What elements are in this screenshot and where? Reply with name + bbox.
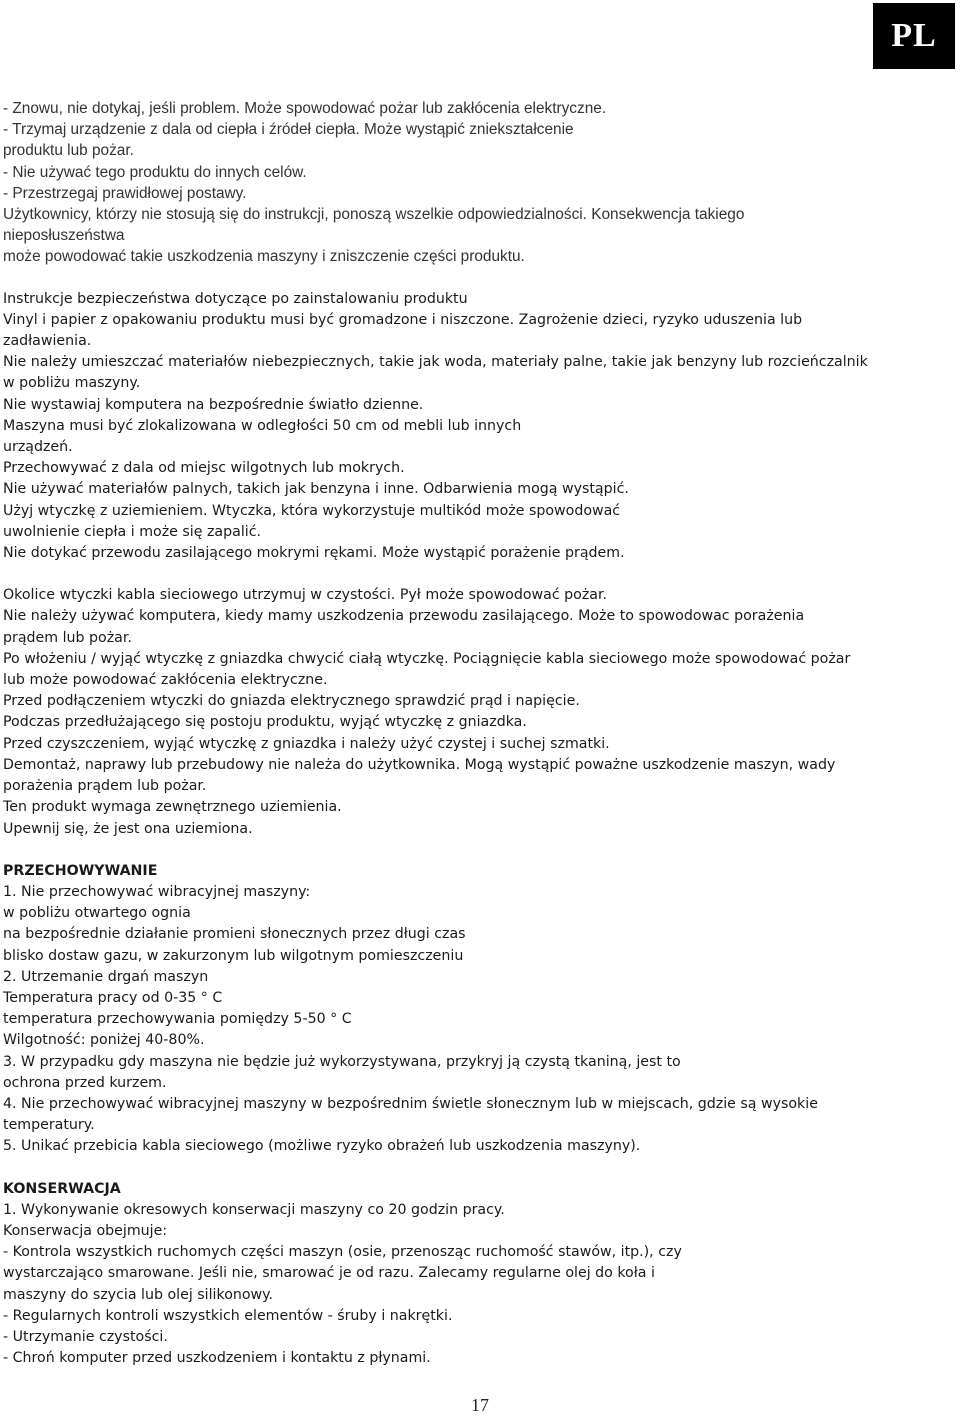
text-line: ochrona przed kurzem.: [3, 1074, 167, 1091]
power-cord-instructions: [3, 585, 958, 839]
spacer: [3, 1158, 958, 1179]
text-line: Maszyna musi być zlokalizowana w odległości 50 cm od mebli lub innych: [3, 417, 522, 434]
text-line: - Regularnych kontroli wszystkich elementów - śruby i nakrętki.: [3, 1307, 453, 1324]
intro-warnings: [3, 98, 958, 268]
text-line: prądem lub pożar.: [3, 629, 132, 646]
text-line: uwolnienie ciepła i może się zapalić.: [3, 523, 262, 540]
text-line: na bezpośrednie działanie promieni słonecznych przez długi czas: [3, 926, 466, 943]
text-line: w pobliżu maszyny.: [3, 375, 141, 392]
text-line: zadławienia.: [3, 333, 92, 350]
storage-section: [3, 861, 958, 1158]
spacer: [3, 840, 958, 861]
text-line: - Kontrola wszystkich ruchomych części maszyn (osie, przenosząc ruchomość stawów, itp.), czy: [3, 1244, 682, 1261]
maintenance-lines: [3, 1200, 958, 1370]
text-line: Ten produkt wymaga zewnętrznego uziemienia.: [3, 799, 342, 816]
text-line: temperatura przechowywania pomiędzy 5-50 ° C: [3, 1011, 352, 1028]
text-line: Użytkownicy, którzy nie stosują się do instrukcji, ponoszą wszelkie odpowiedzialności. Konsekwencja takiego: [3, 206, 745, 224]
text-line: Przed podłączeniem wtyczki do gniazda elektrycznego sprawdzić prąd i napięcie.: [3, 693, 580, 710]
text-line: Upewnij się, że jest ona uziemiona.: [3, 820, 253, 837]
text-line: - Utrzymanie czystości.: [3, 1328, 168, 1345]
storage-lines: [3, 882, 958, 1158]
text-line: Nie wystawiaj komputera na bezpośrednie światło dzienne.: [3, 396, 424, 413]
spacer: [3, 268, 958, 289]
document-body: [3, 98, 958, 1369]
text-line: Przed czyszczeniem, wyjąć wtyczkę z gniazdka i należy użyć czystej i suchej szmatki.: [3, 735, 610, 752]
text-line: 1. Wykonywanie okresowych konserwacji maszyny co 20 godzin pracy.: [3, 1201, 505, 1218]
text-line: Vinyl i papier z opakowaniu produktu musi być gromadzone i niszczone. Zagrożenie dzieci, ryzyko uduszenia lub: [3, 311, 803, 328]
text-line: urządzeń.: [3, 439, 73, 456]
text-line: Demontaż, naprawy lub przebudowy nie należa do użytkownika. Mogą wystąpić poważne uszkodzenie maszyn, wady: [3, 756, 836, 773]
text-line: Instrukcje bezpieczeństwa dotyczące po zainstalowaniu produktu: [3, 290, 468, 307]
text-line: 1. Nie przechowywać wibracyjnej maszyny:: [3, 883, 311, 900]
text-line: 5. Unikać przebicia kabla sieciowego (możliwe ryzyko obrażeń lub uszkodzenia maszyny).: [3, 1138, 641, 1155]
safety-instructions: [3, 289, 958, 565]
text-line: 3. W przypadku gdy maszyna nie będzie już wykorzystywana, przykryj ją czystą tkaniną, jest to: [3, 1053, 681, 1070]
text-line: Wilgotność: poniżej 40-80%.: [3, 1032, 205, 1049]
storage-heading: PRZECHOWYWANIE: [3, 862, 158, 879]
text-line: Nie należy umieszczać materiałów niebezpiecznych, takie jak woda, materiały palne, takie jak benzyny lub rozcieńczalnik: [3, 354, 868, 371]
text-line: 2. Utrzemanie drgań maszyn: [3, 968, 209, 985]
maintenance-heading: KONSERWACJA: [3, 1180, 121, 1197]
text-line: temperatury.: [3, 1117, 95, 1134]
text-line: Temperatura pracy od 0-35 ° C: [3, 989, 223, 1006]
page-number: 17: [471, 1395, 489, 1415]
text-line: produktu lub pożar.: [3, 142, 134, 160]
text-line: porażenia prądem lub pożar.: [3, 778, 207, 795]
text-line: Okolice wtyczki kabla sieciowego utrzymuj w czystości. Pył może spowodować pożar.: [3, 587, 608, 604]
text-line: - Nie używać tego produktu do innych celów.: [3, 163, 307, 181]
text-line: może powodować takie uszkodzenia maszyny i zniszczenie części produktu.: [3, 248, 525, 266]
text-line: - Przestrzegaj prawidłowej postawy.: [3, 184, 247, 202]
text-line: w pobliżu otwartego ognia: [3, 905, 191, 922]
spacer: [3, 564, 958, 585]
text-line: - Znowu, nie dotykaj, jeśli problem. Może spowodować pożar lub zakłócenia elektryczne.: [3, 100, 607, 117]
text-line: Konserwacja obejmuje:: [3, 1222, 168, 1239]
text-line: lub może powodować zakłócenia elektryczne.: [3, 672, 328, 689]
maintenance-section: [3, 1179, 958, 1370]
text-line: Nie należy używać komputera, kiedy mamy uszkodzenia przewodu zasilającego. Może to spowodowac porażenia: [3, 608, 805, 625]
text-line: Podczas przedłużającego się postoju produktu, wyjąć wtyczkę z gniazdka.: [3, 714, 527, 731]
text-line: maszyny do szycia lub olej silikonowy.: [3, 1286, 274, 1303]
text-line: blisko dostaw gazu, w zakurzonym lub wilgotnym pomieszczeniu: [3, 947, 464, 964]
text-line: wystarczająco smarowane. Jeśli nie, smarować je od razu. Zalecamy regularne olej do koła i: [3, 1265, 655, 1282]
text-line: - Trzymaj urządzenie z dala od ciepła i źródeł ciepła. Może wystąpić zniekształcenie: [3, 121, 574, 139]
text-line: Przechowywać z dala od miejsc wilgotnych lub mokrych.: [3, 460, 405, 477]
text-line: nieposłuszeństwa: [3, 227, 125, 245]
text-line: Nie używać materiałów palnych, takich jak benzyna i inne. Odbarwienia mogą wystąpić.: [3, 481, 629, 498]
text-line: - Chroń komputer przed uszkodzeniem i kontaktu z płynami.: [3, 1350, 431, 1367]
language-badge: PL: [873, 3, 955, 69]
text-line: Użyj wtyczkę z uziemieniem. Wtyczka, która wykorzystuje multikód może spowodować: [3, 502, 621, 519]
text-line: 4. Nie przechowywać wibracyjnej maszyny w bezpośrednim świetle słonecznym lub w miejscach, gdzie są wysokie: [3, 1095, 818, 1112]
text-line: Po włożeniu / wyjąć wtyczkę z gniazdka chwycić ciałą wtyczkę. Pociągnięcie kabla sieciowego może spowodować pożar: [3, 650, 851, 667]
text-line: Nie dotykać przewodu zasilającego mokrymi rękami. Może wystąpić porażenie prądem.: [3, 545, 625, 562]
